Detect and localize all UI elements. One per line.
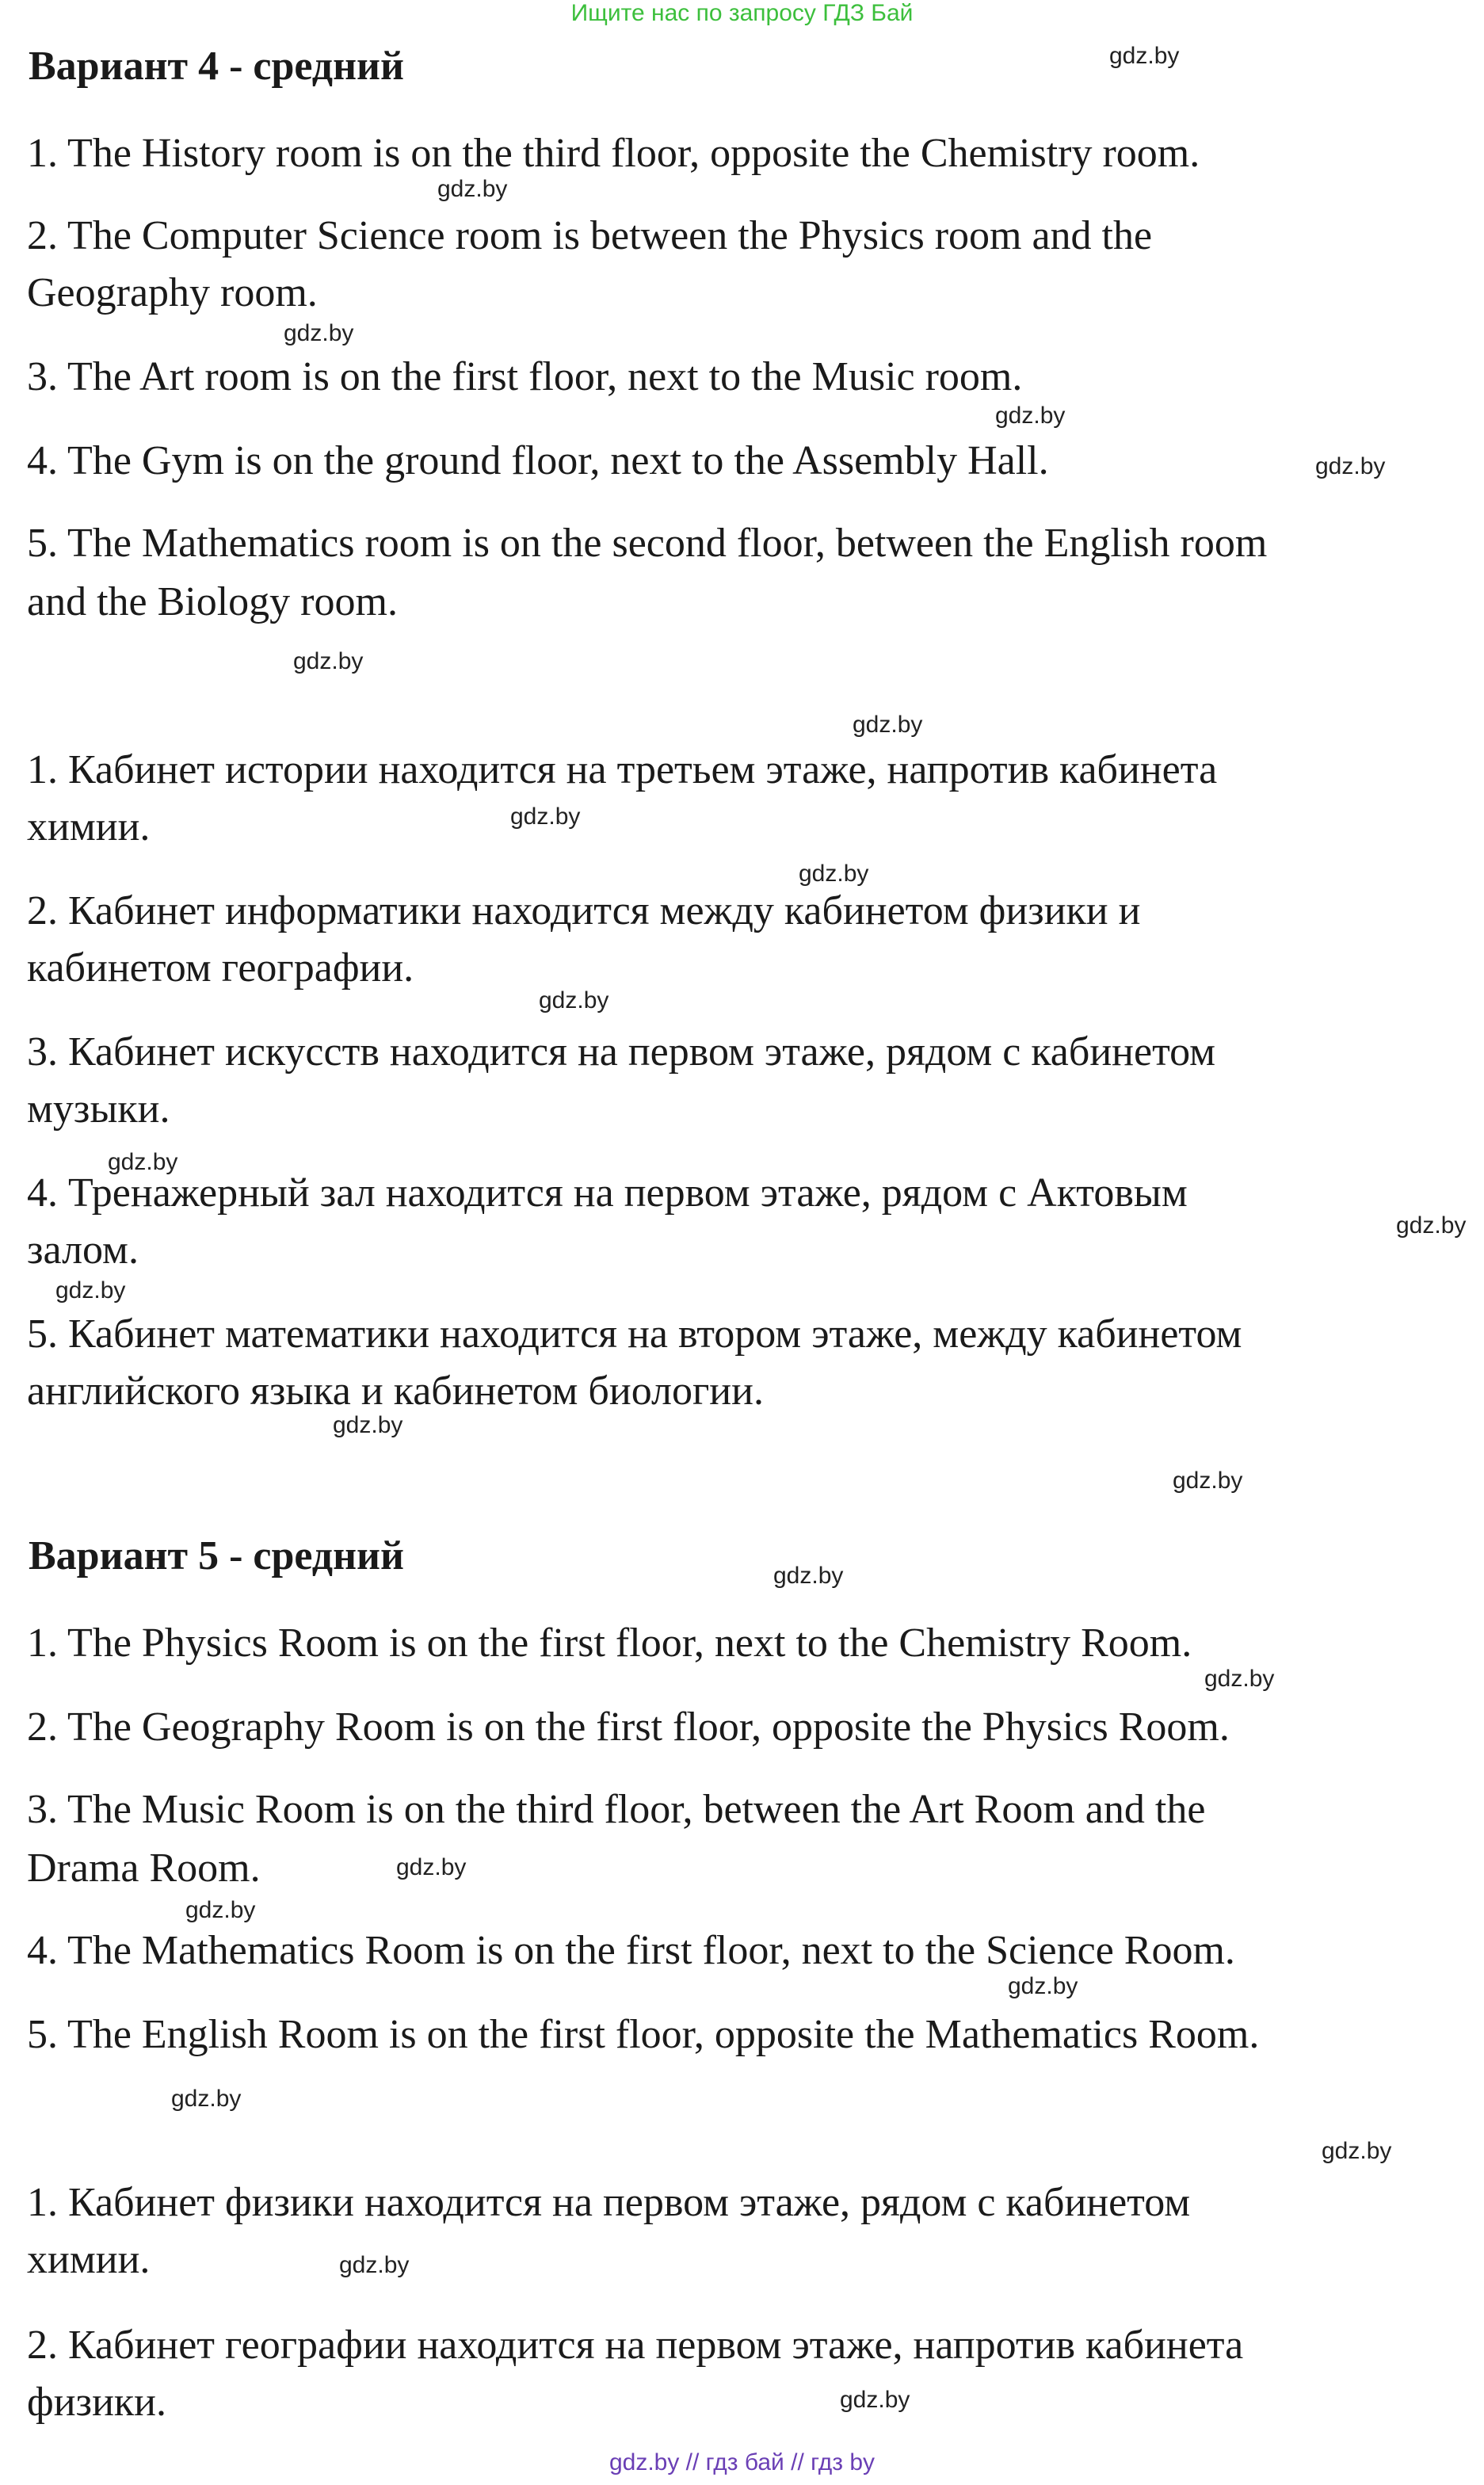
watermark: gdz.by bbox=[333, 1412, 403, 1438]
v4-ru-line-1: 1. Кабинет истории находится на третьем этаже, напротив кабинета bbox=[27, 747, 1218, 792]
watermark: gdz.by bbox=[171, 2086, 242, 2112]
watermark: gdz.by bbox=[773, 1563, 844, 1589]
watermark: gdz.by bbox=[108, 1149, 178, 1175]
v5-ru-line-1: 1. Кабинет физики находится на первом этаже, рядом с кабинетом bbox=[27, 2180, 1191, 2225]
v4-ru-line-2: химии. bbox=[27, 804, 151, 849]
watermark: gdz.by bbox=[539, 987, 609, 1013]
watermark: gdz.by bbox=[293, 648, 364, 674]
watermark: gdz.by bbox=[853, 712, 923, 738]
v5-en-line-4: Drama Room. bbox=[27, 1846, 261, 1891]
v5-ru-line-2: химии. bbox=[27, 2237, 151, 2282]
search-banner[interactable]: Ищите нас по запросу ГДЗ Бай bbox=[570, 0, 914, 26]
v4-en-line-4: 3. The Art room is on the first floor, next to the Music room. bbox=[27, 354, 1023, 399]
watermark: gdz.by bbox=[339, 2252, 410, 2278]
v5-en-line-3: 3. The Music Room is on the third floor, between the Art Room and the bbox=[27, 1787, 1206, 1832]
v4-ru-line-10: английского языка и кабинетом биологии. bbox=[27, 1368, 764, 1414]
v4-en-line-7: and the Biology room. bbox=[27, 579, 398, 624]
watermark: gdz.by bbox=[840, 2387, 910, 2413]
v4-ru-line-6: музыки. bbox=[27, 1086, 170, 1132]
watermark: gdz.by bbox=[1173, 1468, 1243, 1494]
v4-ru-line-9: 5. Кабинет математики находится на втором этаже, между кабинетом bbox=[27, 1311, 1242, 1357]
v4-ru-line-3: 2. Кабинет информатики находится между кабинетом физики и bbox=[27, 888, 1141, 933]
watermark: gdz.by bbox=[437, 176, 508, 202]
watermark: gdz.by bbox=[995, 403, 1066, 429]
v4-en-line-3: Geography room. bbox=[27, 270, 318, 315]
watermark: gdz.by bbox=[1109, 43, 1180, 69]
v4-ru-line-4: кабинетом географии. bbox=[27, 945, 414, 991]
v5-en-line-1: 1. The Physics Room is on the first floor, next to the Chemistry Room. bbox=[27, 1620, 1192, 1666]
watermark: gdz.by bbox=[55, 1277, 126, 1304]
v5-en-line-2: 2. The Geography Room is on the first floor, opposite the Physics Room. bbox=[27, 1704, 1230, 1750]
watermark: gdz.by bbox=[185, 1897, 256, 1923]
v4-ru-line-5: 3. Кабинет искусств находится на первом этаже, рядом с кабинетом bbox=[27, 1029, 1216, 1075]
watermark: gdz.by bbox=[1322, 2138, 1392, 2164]
variant-5-heading: Вариант 5 - средний bbox=[29, 1533, 404, 1578]
watermark: gdz.by bbox=[1008, 1973, 1078, 1999]
watermark: gdz.by bbox=[1396, 1212, 1467, 1239]
variant-4-heading: Вариант 4 - средний bbox=[29, 44, 404, 89]
footer-links[interactable]: gdz.by // гдз бай // гдз by bbox=[608, 2449, 876, 2475]
v5-ru-line-4: физики. bbox=[27, 2380, 166, 2425]
watermark: gdz.by bbox=[510, 804, 581, 830]
v5-en-line-6: 5. The English Room is on the first floor, opposite the Mathematics Room. bbox=[27, 2012, 1260, 2057]
v5-ru-line-3: 2. Кабинет географии находится на первом этаже, напротив кабинета bbox=[27, 2323, 1244, 2368]
watermark: gdz.by bbox=[1315, 453, 1386, 479]
v4-ru-line-7: 4. Тренажерный зал находится на первом этаже, рядом с Актовым bbox=[27, 1170, 1188, 1216]
v5-en-line-5: 4. The Mathematics Room is on the first floor, next to the Science Room. bbox=[27, 1928, 1235, 1973]
v4-en-line-2: 2. The Computer Science room is between the Physics room and the bbox=[27, 213, 1153, 258]
v4-ru-line-8: залом. bbox=[27, 1227, 139, 1273]
watermark: gdz.by bbox=[1204, 1666, 1275, 1692]
v4-en-line-1: 1. The History room is on the third floor, opposite the Chemistry room. bbox=[27, 131, 1200, 176]
v4-en-line-6: 5. The Mathematics room is on the second floor, between the English room bbox=[27, 521, 1268, 566]
watermark: gdz.by bbox=[284, 320, 354, 346]
watermark: gdz.by bbox=[396, 1854, 467, 1880]
watermark: gdz.by bbox=[799, 861, 869, 887]
v4-en-line-5: 4. The Gym is on the ground floor, next to the Assembly Hall. bbox=[27, 438, 1049, 483]
